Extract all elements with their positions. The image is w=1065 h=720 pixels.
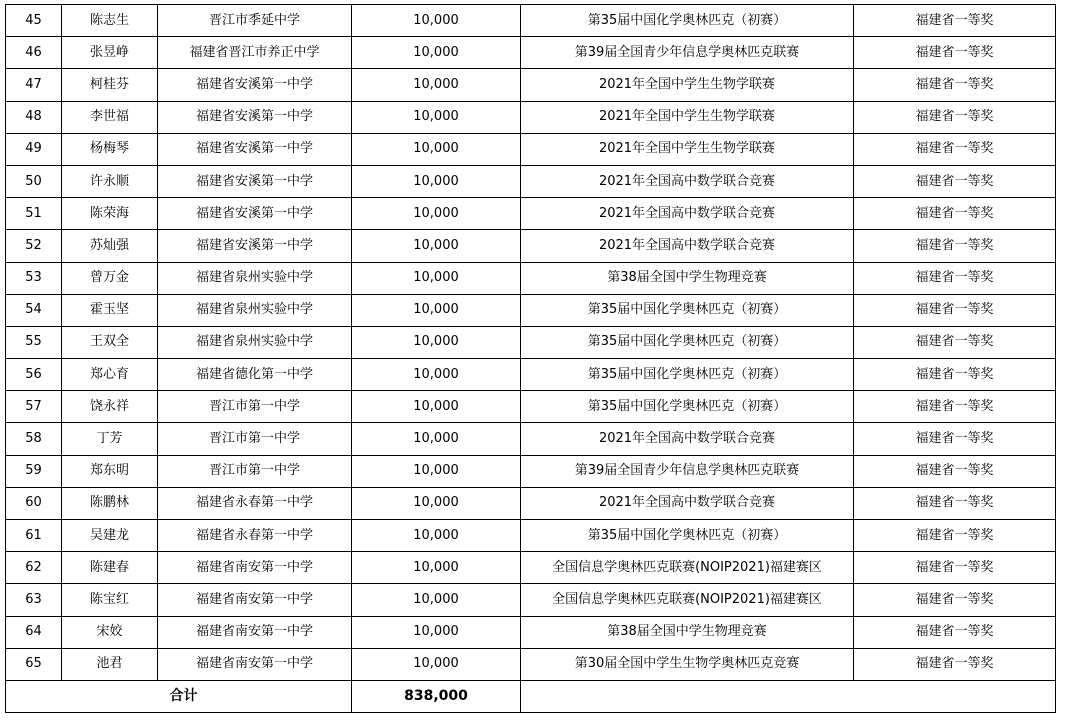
competition-name: 第35届中国化学奥林匹克（初赛） — [521, 391, 854, 423]
award-level: 福建省一等奖 — [854, 294, 1056, 326]
school-name: 福建省南安第一中学 — [158, 616, 352, 648]
award-amount: 10,000 — [352, 487, 521, 519]
recipient-name: 饶永祥 — [62, 391, 158, 423]
recipient-name: 苏灿强 — [62, 230, 158, 262]
recipient-name: 陈宝红 — [62, 584, 158, 616]
award-level: 福建省一等奖 — [854, 584, 1056, 616]
competition-name: 第35届中国化学奥林匹克（初赛） — [521, 520, 854, 552]
award-amount: 10,000 — [352, 552, 521, 584]
school-name: 晋江市第一中学 — [158, 423, 352, 455]
row-number: 65 — [6, 648, 62, 680]
award-amount: 10,000 — [352, 37, 521, 69]
school-name: 福建省南安第一中学 — [158, 552, 352, 584]
award-level: 福建省一等奖 — [854, 616, 1056, 648]
award-amount: 10,000 — [352, 165, 521, 197]
table-row — [6, 359, 1056, 391]
award-level: 福建省一等奖 — [854, 359, 1056, 391]
competition-name: 第39届全国青少年信息学奥林匹克联赛 — [521, 37, 854, 69]
row-number: 52 — [6, 230, 62, 262]
table-row — [6, 648, 1056, 680]
school-name: 福建省永春第一中学 — [158, 487, 352, 519]
award-amount: 10,000 — [352, 133, 521, 165]
recipient-name: 丁芳 — [62, 423, 158, 455]
table-row — [6, 520, 1056, 552]
recipient-name: 陈荣海 — [62, 198, 158, 230]
school-name: 福建省安溪第一中学 — [158, 133, 352, 165]
competition-name: 全国信息学奥林匹克联赛(NOIP2021)福建赛区 — [521, 584, 854, 616]
award-level: 福建省一等奖 — [854, 552, 1056, 584]
school-name: 福建省安溪第一中学 — [158, 198, 352, 230]
row-number: 48 — [6, 101, 62, 133]
table-row — [6, 262, 1056, 294]
school-name: 福建省德化第一中学 — [158, 359, 352, 391]
table-row — [6, 423, 1056, 455]
award-level: 福建省一等奖 — [854, 487, 1056, 519]
award-amount: 10,000 — [352, 648, 521, 680]
award-level: 福建省一等奖 — [854, 648, 1056, 680]
competition-name: 第35届中国化学奥林匹克（初赛） — [521, 359, 854, 391]
row-number: 50 — [6, 165, 62, 197]
recipient-name: 陈鹏林 — [62, 487, 158, 519]
award-amount: 10,000 — [352, 69, 521, 101]
total-amount: 838,000 — [352, 680, 521, 712]
recipient-name: 杨梅琴 — [62, 133, 158, 165]
recipient-name: 宋姣 — [62, 616, 158, 648]
recipient-name: 陈建春 — [62, 552, 158, 584]
school-name: 福建省南安第一中学 — [158, 584, 352, 616]
award-level: 福建省一等奖 — [854, 133, 1056, 165]
school-name: 福建省永春第一中学 — [158, 520, 352, 552]
table-row — [6, 101, 1056, 133]
table-body — [6, 5, 1056, 713]
table-row — [6, 5, 1056, 37]
recipient-name: 郑心育 — [62, 359, 158, 391]
award-level: 福建省一等奖 — [854, 101, 1056, 133]
school-name: 福建省安溪第一中学 — [158, 69, 352, 101]
award-amount: 10,000 — [352, 5, 521, 37]
competition-name: 2021年全国高中数学联合竞赛 — [521, 230, 854, 262]
award-level: 福建省一等奖 — [854, 391, 1056, 423]
award-amount: 10,000 — [352, 391, 521, 423]
row-number: 58 — [6, 423, 62, 455]
row-number: 62 — [6, 552, 62, 584]
award-table — [5, 4, 1056, 713]
award-level: 福建省一等奖 — [854, 520, 1056, 552]
competition-name: 第30届全国中学生生物学奥林匹克竞赛 — [521, 648, 854, 680]
total-empty-cell — [521, 680, 1056, 712]
recipient-name: 吴建龙 — [62, 520, 158, 552]
competition-name: 第38届全国中学生物理竞赛 — [521, 616, 854, 648]
row-number: 45 — [6, 5, 62, 37]
row-number: 51 — [6, 198, 62, 230]
row-number: 46 — [6, 37, 62, 69]
table-row — [6, 37, 1056, 69]
recipient-name: 陈志生 — [62, 5, 158, 37]
award-level: 福建省一等奖 — [854, 165, 1056, 197]
table-row — [6, 616, 1056, 648]
competition-name: 全国信息学奥林匹克联赛(NOIP2021)福建赛区 — [521, 552, 854, 584]
competition-name: 2021年全国高中数学联合竞赛 — [521, 198, 854, 230]
table-row — [6, 326, 1056, 358]
competition-name: 2021年全国高中数学联合竞赛 — [521, 165, 854, 197]
award-level: 福建省一等奖 — [854, 262, 1056, 294]
school-name: 晋江市季延中学 — [158, 5, 352, 37]
table-row — [6, 165, 1056, 197]
row-number: 55 — [6, 326, 62, 358]
recipient-name: 张昱峥 — [62, 37, 158, 69]
school-name: 福建省泉州实验中学 — [158, 326, 352, 358]
recipient-name: 李世福 — [62, 101, 158, 133]
competition-name: 第38届全国中学生物理竞赛 — [521, 262, 854, 294]
competition-name: 2021年全国高中数学联合竞赛 — [521, 487, 854, 519]
total-row — [6, 680, 1056, 712]
recipient-name: 柯桂芬 — [62, 69, 158, 101]
award-level: 福建省一等奖 — [854, 326, 1056, 358]
competition-name: 第35届中国化学奥林匹克（初赛） — [521, 5, 854, 37]
competition-name: 第35届中国化学奥林匹克（初赛） — [521, 294, 854, 326]
table-row — [6, 487, 1056, 519]
recipient-name: 池君 — [62, 648, 158, 680]
award-amount: 10,000 — [352, 294, 521, 326]
award-level: 福建省一等奖 — [854, 198, 1056, 230]
row-number: 56 — [6, 359, 62, 391]
competition-name: 第39届全国青少年信息学奥林匹克联赛 — [521, 455, 854, 487]
recipient-name: 许永顺 — [62, 165, 158, 197]
table-row — [6, 552, 1056, 584]
award-amount: 10,000 — [352, 423, 521, 455]
school-name: 晋江市第一中学 — [158, 391, 352, 423]
total-label: 合计 — [6, 680, 352, 712]
school-name: 福建省安溪第一中学 — [158, 230, 352, 262]
table-row — [6, 584, 1056, 616]
competition-name: 第35届中国化学奥林匹克（初赛） — [521, 326, 854, 358]
school-name: 福建省安溪第一中学 — [158, 165, 352, 197]
award-amount: 10,000 — [352, 616, 521, 648]
table-row — [6, 69, 1056, 101]
row-number: 61 — [6, 520, 62, 552]
recipient-name: 郑东明 — [62, 455, 158, 487]
award-amount: 10,000 — [352, 584, 521, 616]
table-row — [6, 230, 1056, 262]
award-amount: 10,000 — [352, 359, 521, 391]
award-level: 福建省一等奖 — [854, 69, 1056, 101]
school-name: 晋江市第一中学 — [158, 455, 352, 487]
award-amount: 10,000 — [352, 455, 521, 487]
table-row — [6, 294, 1056, 326]
school-name: 福建省泉州实验中学 — [158, 294, 352, 326]
award-level: 福建省一等奖 — [854, 423, 1056, 455]
award-amount: 10,000 — [352, 101, 521, 133]
table-row — [6, 455, 1056, 487]
award-amount: 10,000 — [352, 326, 521, 358]
competition-name: 2021年全国中学生生物学联赛 — [521, 69, 854, 101]
award-level: 福建省一等奖 — [854, 230, 1056, 262]
recipient-name: 霍玉坚 — [62, 294, 158, 326]
school-name: 福建省晋江市养正中学 — [158, 37, 352, 69]
row-number: 64 — [6, 616, 62, 648]
award-level: 福建省一等奖 — [854, 37, 1056, 69]
competition-name: 2021年全国中学生生物学联赛 — [521, 133, 854, 165]
row-number: 63 — [6, 584, 62, 616]
competition-name: 2021年全国高中数学联合竞赛 — [521, 423, 854, 455]
competition-name: 2021年全国中学生生物学联赛 — [521, 101, 854, 133]
table-row — [6, 198, 1056, 230]
row-number: 53 — [6, 262, 62, 294]
award-amount: 10,000 — [352, 230, 521, 262]
award-amount: 10,000 — [352, 520, 521, 552]
table-row — [6, 391, 1056, 423]
award-amount: 10,000 — [352, 198, 521, 230]
row-number: 54 — [6, 294, 62, 326]
row-number: 47 — [6, 69, 62, 101]
award-level: 福建省一等奖 — [854, 455, 1056, 487]
recipient-name: 曾万金 — [62, 262, 158, 294]
award-amount: 10,000 — [352, 262, 521, 294]
row-number: 49 — [6, 133, 62, 165]
school-name: 福建省安溪第一中学 — [158, 101, 352, 133]
table-row — [6, 133, 1056, 165]
row-number: 60 — [6, 487, 62, 519]
award-level: 福建省一等奖 — [854, 5, 1056, 37]
school-name: 福建省南安第一中学 — [158, 648, 352, 680]
school-name: 福建省泉州实验中学 — [158, 262, 352, 294]
row-number: 57 — [6, 391, 62, 423]
row-number: 59 — [6, 455, 62, 487]
recipient-name: 王双全 — [62, 326, 158, 358]
